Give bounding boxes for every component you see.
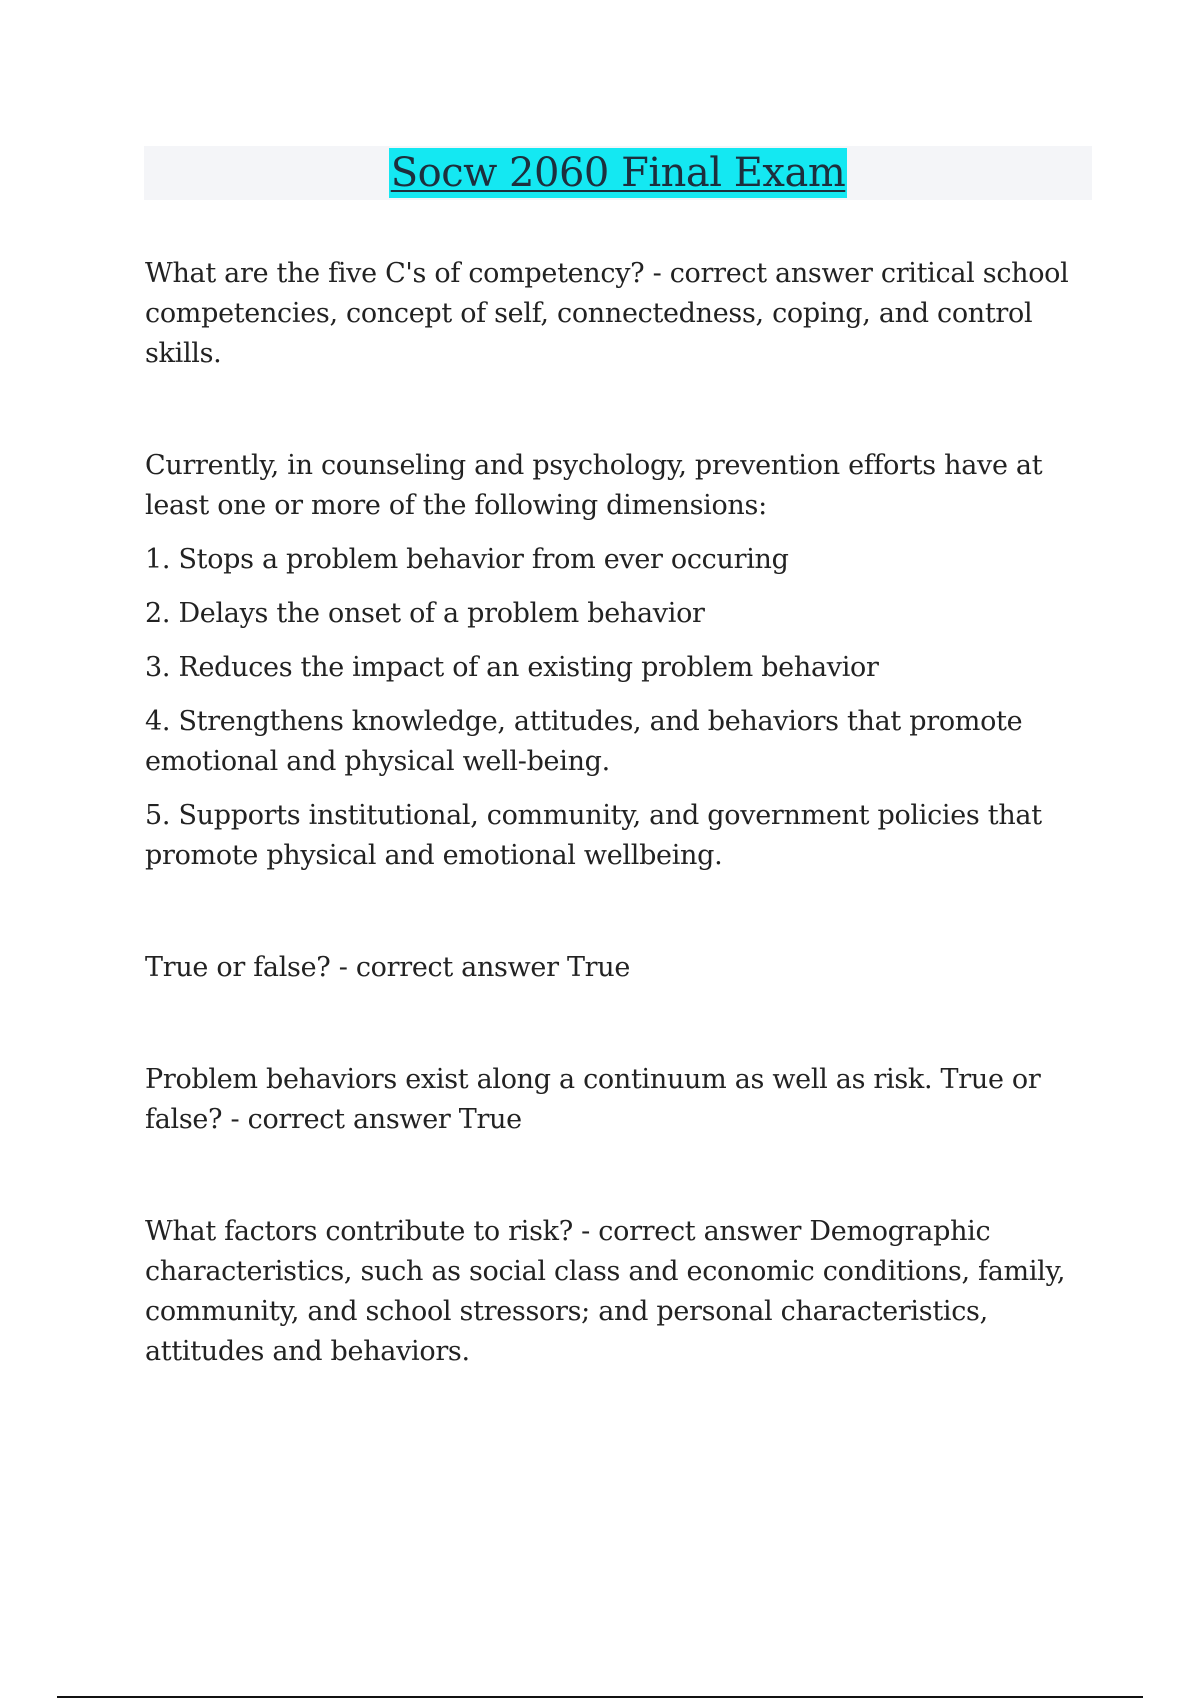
prevention-dimension-2: 2. Delays the onset of a problem behavior	[145, 598, 705, 629]
section-gap	[145, 374, 1093, 446]
qa-item-true-false: True or false? - correct answer True	[145, 952, 631, 983]
exam-content	[145, 254, 1093, 1372]
footer-divider	[57, 1696, 1143, 1698]
prevention-dimension-5: 5. Supports institutional, community, and government policies that promote physical and emotional wellbeing.	[145, 800, 1042, 871]
section-gap	[145, 876, 1093, 948]
section-gap	[145, 1140, 1093, 1212]
qa-item-five-cs: What are the five C's of competency? - correct answer critical school competencies, concept of self, connectedness, coping, and control skills.	[145, 258, 1069, 369]
qa-item-problem-behaviors: Problem behaviors exist along a continuum as well as risk. True or false? - correct answer True	[145, 1064, 1041, 1135]
title-band	[144, 146, 1092, 200]
qa-item-risk-factors: What factors contribute to risk? - correct answer Demographic characteristics, such as social class and economic conditions, family, community, and school stressors; and personal characteristics, attitudes and behaviors.	[145, 1216, 1066, 1367]
prevention-dimension-4: 4. Strengthens knowledge, attitudes, and behaviors that promote emotional and physical well-being.	[145, 706, 1023, 777]
document-title: Socw 2060 Final Exam	[390, 150, 846, 196]
section-gap	[145, 988, 1093, 1060]
prevention-dimension-3: 3. Reduces the impact of an existing problem behavior	[145, 652, 879, 683]
qa-item-prevention-intro: Currently, in counseling and psychology, prevention efforts have at least one or more of the following dimensions:	[145, 450, 1043, 521]
prevention-dimension-1: 1. Stops a problem behavior from ever occuring	[145, 544, 789, 575]
